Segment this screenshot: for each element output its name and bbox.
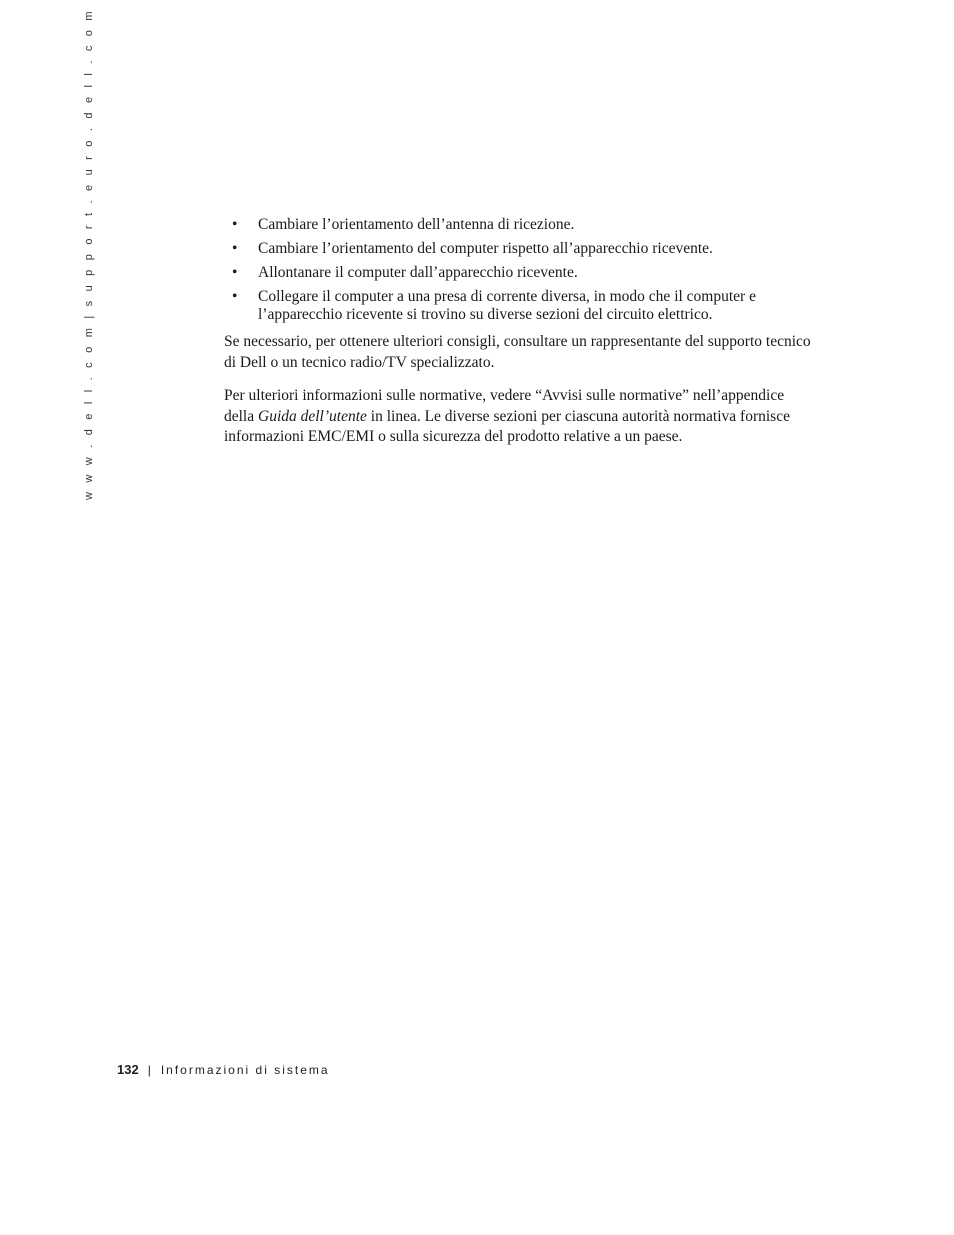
- bullet-icon: •: [232, 288, 238, 305]
- main-content: [224, 216, 814, 461]
- side-url-text: w w w . d e l l . c o m | s u p p o r t . e u r o . d e l l . c o m: [83, 8, 95, 500]
- regulatory-text-start: Per ulteriori informazioni sulle normative, vedere “Avvisi sulle normative” nell’appendice della: [224, 387, 785, 425]
- support-paragraph: Se necessario, per ottenere ulteriori consigli, consultare un rappresentante del supporto tecnico di Dell o un tecnico radio/TV specializzato.: [224, 333, 811, 371]
- bullet-list: [224, 216, 814, 324]
- bullet-text: Collegare il computer a una presa di corrente diversa, in modo che il computer e l’apparecchio ricevente si trovino su diverse sezioni del circuito elettrico.: [258, 288, 756, 323]
- bullet-text: Cambiare l’orientamento del computer rispetto all’apparecchio ricevente.: [258, 240, 713, 257]
- regulatory-text-end: in linea. Le diverse sezioni per ciascuna autorità normativa fornisce informazioni EMC/EMI o sulla sicurezza del prodotto relative a un paese.: [224, 407, 790, 445]
- list-item: [224, 216, 814, 234]
- page-number: 132: [117, 1062, 139, 1077]
- user-guide-title: Guida dell’utente: [258, 407, 367, 425]
- list-item: [224, 240, 814, 258]
- page-footer: [117, 1062, 330, 1077]
- footer-separator: |: [147, 1063, 151, 1077]
- list-item: [224, 264, 814, 282]
- bullet-icon: •: [232, 240, 238, 257]
- list-item: [224, 288, 814, 324]
- regulatory-paragraph: [224, 386, 814, 448]
- bullet-icon: •: [232, 264, 238, 281]
- bullet-text: Cambiare l’orientamento dell’antenna di ricezione.: [258, 216, 575, 233]
- section-title: Informazioni di sistema: [160, 1063, 330, 1077]
- bullet-icon: •: [232, 216, 238, 233]
- bullet-text: Allontanare il computer dall’apparecchio ricevente.: [258, 264, 578, 281]
